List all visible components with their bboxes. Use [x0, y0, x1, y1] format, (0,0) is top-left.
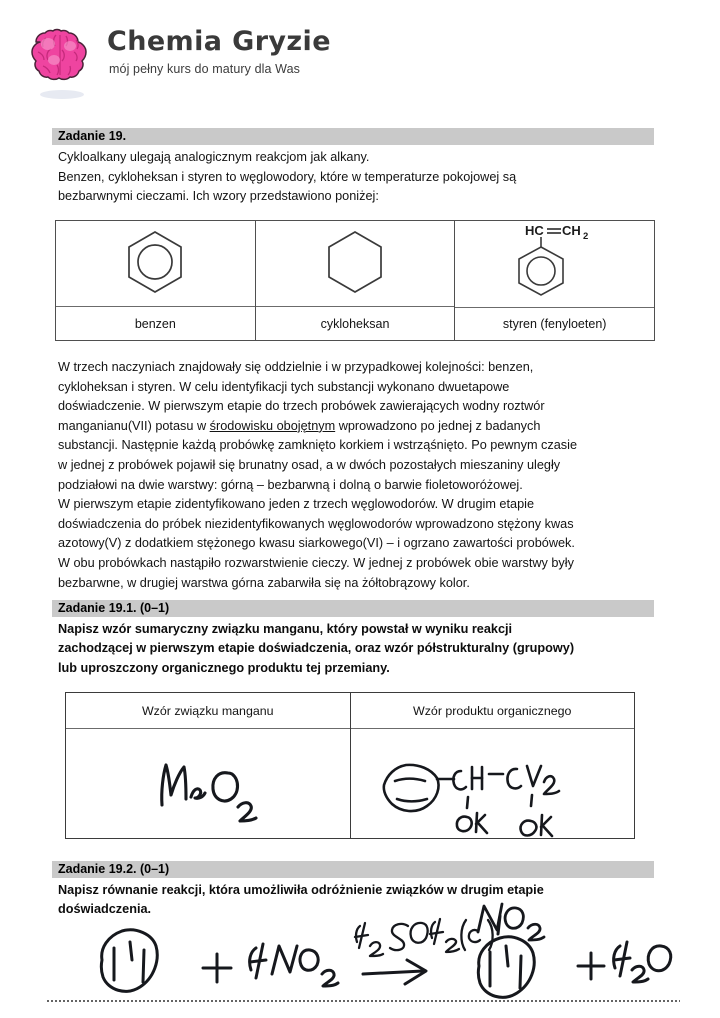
formula-label-benzene: benzen — [134, 316, 176, 331]
answer-table — [65, 692, 635, 839]
formula-cell-cyclohexane — [256, 221, 456, 340]
experiment-description — [58, 358, 658, 593]
formula-cell-benzene — [56, 221, 256, 340]
answer-dotted-rule — [46, 1000, 680, 1002]
line4-suffix: wprowadzono po jednej z badanych — [335, 418, 541, 433]
answer-column-organic — [351, 693, 635, 838]
task-19-2-band: Zadanie 19.2. (0–1) — [52, 861, 654, 878]
logo-shadow — [40, 90, 84, 99]
description-line-7: podziałowi na dwie warstwy: górną – bezbarwną i dolną o barwie fioletoworóżowej. — [58, 477, 523, 492]
line4-underlined: środowisku obojętnym — [209, 418, 336, 433]
formula-label-cyclohexane: cykloheksan — [320, 316, 390, 331]
description-line-2: cykloheksan i styren. W celu identyfikacji tych substancji wykonano dwuetapowe — [58, 379, 510, 394]
line4-prefix: manganianu(VII) potasu w — [58, 418, 210, 433]
description-line-5: substancji. Następnie każdą probówkę zamknięto korkiem i wstrząśnięto. Po pewnym czasie — [58, 438, 578, 453]
prompt-19-2-line-2: doświadczenia. — [58, 902, 152, 917]
formula-table — [55, 220, 655, 341]
benzene-structure-icon — [56, 221, 255, 307]
styrene-structure-icon — [455, 221, 654, 308]
prompt-19-1-line-3: lub uproszczony organicznego produktu tej przemiany. — [58, 660, 390, 675]
answer-header-manganese: Wzór związku manganu — [66, 693, 350, 729]
prompt-19-2-line-1: Napisz równanie reakcji, która umożliwiła odróżnienie związków w drugim etapie — [58, 883, 544, 897]
prompt-19-1-line-1: Napisz wzór sumaryczny związku manganu, który powstał w wyniku reakcji — [58, 622, 513, 636]
task-19-band: Zadanie 19. — [52, 128, 654, 145]
description-line-9: doświadczenia do próbek niezidentyfikowanych węglowodorów wprowadzono stężony kwas — [58, 516, 574, 531]
description-line-4 — [58, 417, 658, 437]
svg-text:CH: CH — [561, 223, 581, 238]
description-line-6: w jednej z probówek pojawił się brunatny osad, a w dwóch pozostałych mieszaniny uległy — [58, 457, 561, 472]
handwritten-equation-answer[interactable] — [60, 898, 680, 1006]
task-19-1-prompt — [58, 620, 658, 678]
page-header — [0, 0, 720, 112]
brand-title: Chemia Gryzie — [107, 26, 331, 57]
formula-label-styrene: styren (fenyloeten) — [502, 317, 607, 331]
description-line-8: W pierwszym etapie zidentyfikowano jeden z trzech węglowodorów. W drugim etapie — [58, 497, 534, 512]
task-19-intro — [58, 148, 658, 207]
description-line-10: azotowy(V) z dodatkiem stężonego kwasu siarkowego(VI) – i ogrzano zawartości probówek. — [58, 536, 575, 551]
intro-line-3: bezbarwnymi cieczami. Ich wzory przedstawiono poniżej: — [58, 189, 379, 204]
description-line-3: doświadczenie. W pierwszym etapie do trzech probówek zawierających wodny roztwór — [58, 399, 545, 414]
answer-header-organic: Wzór produktu organicznego — [351, 693, 635, 729]
formula-cell-styrene — [455, 221, 654, 340]
intro-line-2: Benzen, cykloheksan i styren to węglowodory, które w temperaturze pokojowej są — [58, 169, 517, 184]
brain-icon — [26, 22, 94, 84]
intro-line-1: Cykloalkany ulegają analogicznym reakcjom jak alkany. — [58, 150, 370, 164]
svg-text:2: 2 — [582, 231, 588, 242]
answer-field-organic[interactable] — [351, 729, 635, 838]
brand-tagline: mój pełny kurs do matury dla Was — [109, 62, 300, 76]
answer-field-manganese[interactable] — [66, 729, 350, 838]
task-19-1-band: Zadanie 19.1. (0–1) — [52, 600, 654, 617]
svg-text:HC: HC — [524, 223, 544, 238]
prompt-19-1-line-2: zachodzącej w pierwszym etapie doświadczenia, oraz wzór półstrukturalny (grupowy) — [58, 641, 575, 656]
description-line-11: W obu probówkach nastąpiło rozwarstwienie cieczy. W jednej z probówek obie warstwy były — [58, 555, 574, 570]
cyclohexane-structure-icon — [256, 221, 455, 307]
description-line-12: bezbarwne, w drugiej warstwa górna zabarwiła się na żółtobrązowy kolor. — [58, 575, 470, 590]
answer-column-manganese — [66, 693, 351, 838]
description-line-1: W trzech naczyniach znajdowały się oddzielnie i w przypadkowej kolejności: benzen, — [58, 360, 534, 374]
